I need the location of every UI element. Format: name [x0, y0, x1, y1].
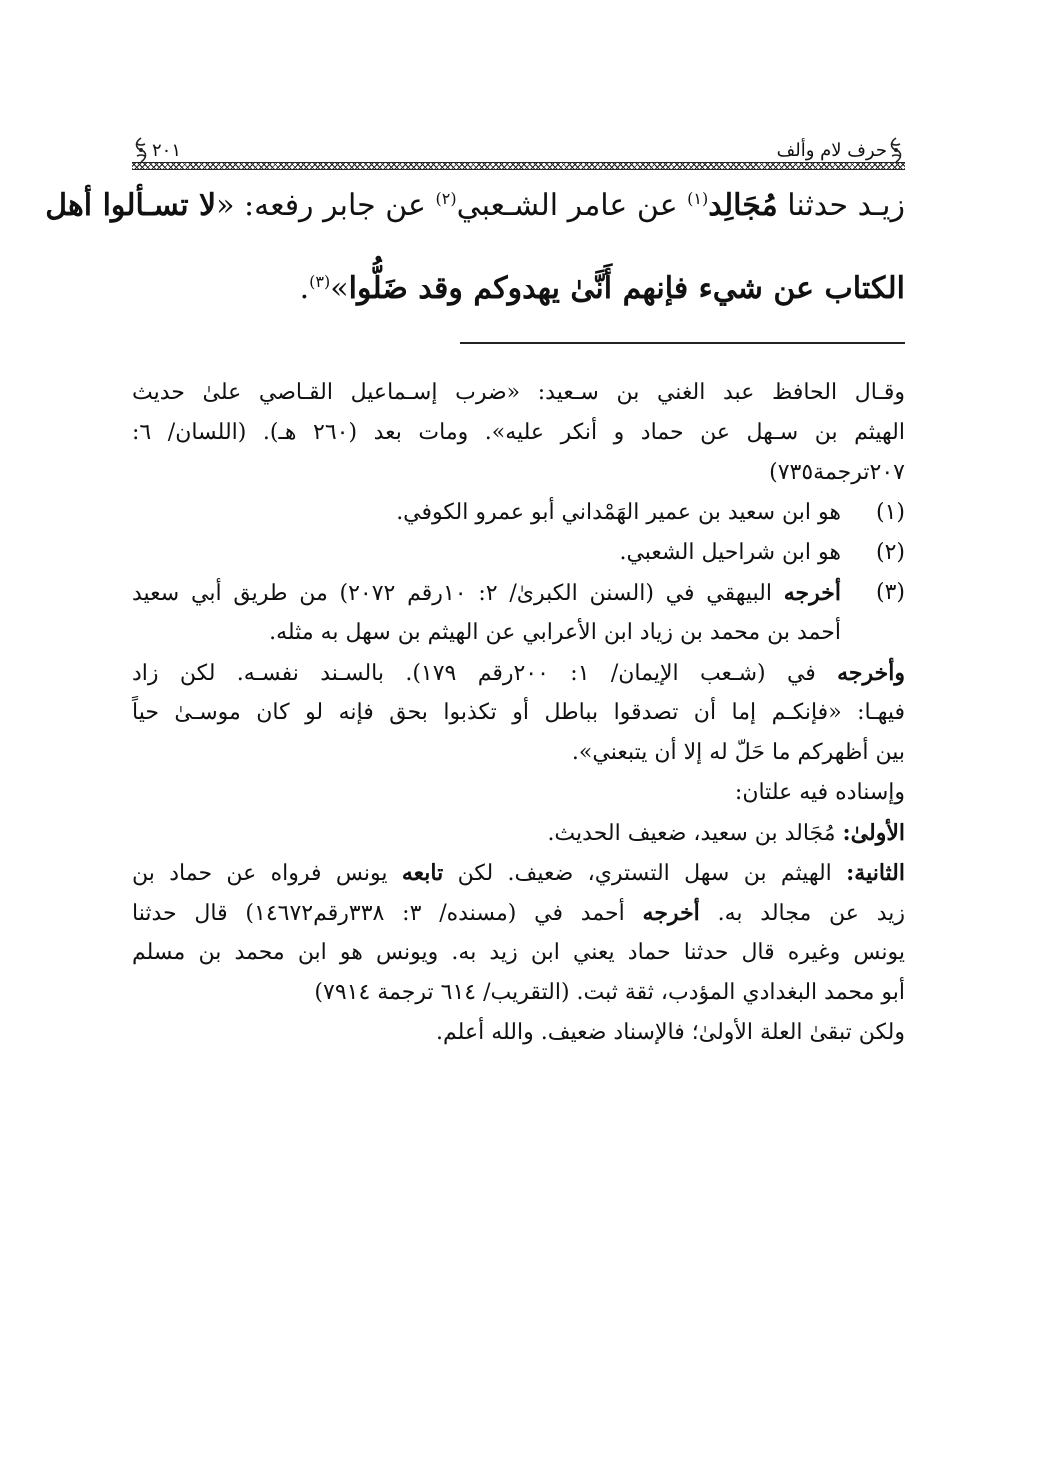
hadith-text: لا تسـألوا أهل [45, 188, 217, 223]
page-header [132, 132, 905, 172]
text-run: مُجَالد بن سعيد، ضعيف الحديث. [547, 821, 843, 846]
footnote-line: أبو محمد البغدادي المؤدب، ثقة ثبت. (التقريب/ ٦١٤ ترجمة ٧٩١٤) [314, 980, 905, 1005]
footnote-separator [460, 342, 905, 344]
footnote-number: (٢) [875, 540, 905, 565]
text-run: الهيثم بن سهل التستري، ضعيف. لكن [443, 861, 847, 886]
text-run: . [299, 271, 310, 306]
prev-note-line: ٢٠٧ترجمة٧٣٥) [769, 460, 905, 485]
text-run: أحمد في (مسنده/ ٣: ٣٣٨رقم١٤٦٧٢) قال حدثنا [132, 901, 643, 926]
footnote-ref-2: (٢) [435, 189, 457, 208]
footnote-text [132, 573, 841, 613]
main-text [45, 186, 905, 309]
footnotes [132, 373, 905, 1053]
text-run: » [330, 271, 349, 306]
footnote-line [132, 653, 905, 693]
footnote-ref-1: (١) [687, 189, 709, 208]
book-page [45, 132, 905, 1372]
footnote-text: هو ابن سعيد بن عمير الهَمْداني أبو عمرو الكوفي. [396, 500, 841, 525]
text-run: عن جابر رفعه: « [216, 188, 436, 223]
prev-note-line: الهيثم بن سـهل عن حماد و أنكر عليه». ومات بعد (٢٦٠ هـ). (اللسان/ ٦: [132, 420, 905, 445]
main-line-1 [45, 186, 905, 226]
footnote-line: وإسناده فيه علتان: [734, 780, 905, 805]
footnote-number: (٣) [875, 580, 905, 605]
text-run: زيـد حدثنا [777, 188, 905, 223]
footnote-2 [132, 533, 905, 573]
text-run: البيهقي في (السنن الكبرىٰ/ ٢: ١٠رقم ٢٠٧٢) من طريق أبي سعيد [132, 581, 784, 606]
footnote-line: ولكن تبقىٰ العلة الأولىٰ؛ فالإسناد ضعيف. والله أعلم. [436, 1020, 905, 1045]
footnote-text: هو ابن شراحيل الشعبي. [619, 540, 841, 565]
text-run: يونس فرواه عن حماد بن [132, 861, 402, 886]
footnote-ref-3: (٣) [309, 272, 331, 291]
text-run: زيد عن مجالد به. [699, 901, 905, 926]
ornament-left-icon [132, 136, 150, 164]
narrator-name: مُجَالِد [708, 188, 778, 223]
footnote-line [132, 853, 905, 893]
footnote-3 [132, 573, 905, 613]
header-title: حرف لام وألف [776, 140, 887, 161]
bold-term: تابعه [401, 860, 444, 886]
footnote-line: أحمد بن محمد بن زياد ابن الأعرابي عن الهيثم بن سهل به مثله. [269, 620, 841, 645]
main-line-2 [132, 269, 905, 309]
footnote-line: بين أظهركم ما حَلّ له إلا أن يتبعني». [571, 740, 905, 765]
bold-term: أخرجه [642, 900, 700, 926]
page-number: ٢٠١ [152, 140, 182, 161]
footnote-1 [132, 493, 905, 533]
bold-term: أخرجه [783, 580, 842, 606]
footnote-line [132, 813, 905, 853]
header-rule [132, 162, 905, 170]
footnote-line: يونس وغيره قال حدثنا حماد يعني ابن زيد به. ويونس هو ابن محمد بن مسلم [132, 940, 905, 965]
text-run: عن عامر الشـعبي [456, 188, 688, 223]
footnote-number: (١) [875, 500, 905, 525]
bold-term: الأولىٰ: [842, 820, 905, 846]
hadith-text: الكتاب عن شيء فإنهم أَنَّىٰ يهدوكم وقد ضَلُّوا [348, 271, 905, 306]
text-run: في (شـعب الإيمان/ ١: ٢٠٠رقم ١٧٩). بالسـند نفسـه. لكن زاد [132, 661, 838, 686]
footnote-line [132, 893, 905, 933]
footnote-line: فيهـا: «فإنكـم إما أن تصدقوا بباطل أو تكذبوا بحق فإنه لو كان موسـىٰ حياً [132, 700, 905, 725]
bold-term: الثانية: [846, 860, 905, 886]
ornament-right-icon [887, 136, 905, 164]
prev-note-line: وقـال الحافظ عبد الغني بن سـعيد: «ضرب إسـماعيل القـاصي علىٰ حديث [132, 380, 905, 405]
bold-term: وأخرجه [837, 660, 905, 686]
